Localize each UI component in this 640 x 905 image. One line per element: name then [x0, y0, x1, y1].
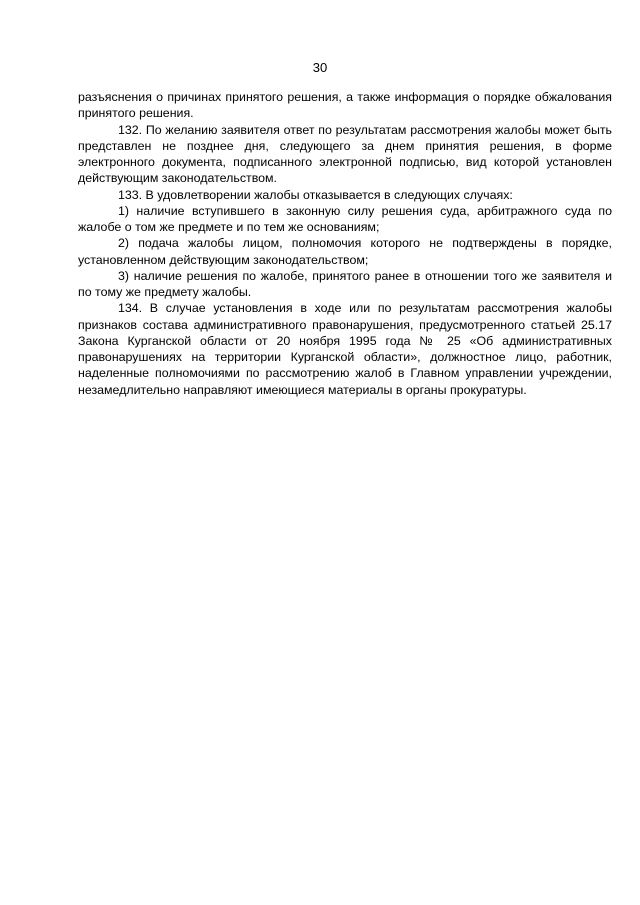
paragraph-134: 134. В случае установления в ходе или по результатам рассмотрения жалобы признаков состава административного правонарушения, предусмотренного статьей 25.17 Закона Курганской области от 20 ноября 1995 года № 25 «Об административных правонарушениях на территории Курганской области», должностное лицо, работник, наделенные полномочиями по рассмотрению жалоб в Главном управлении учреждении, незамедлительно направляют имеющиеся материалы в органы прокуратуры.	[78, 301, 612, 397]
paragraph-132: 132. По желанию заявителя ответ по результатам рассмотрения жалобы может быть представлен не позднее дня, следующего за днем принятия решения, в форме электронного документа, подписанного электронной подписью, вид которой установлен действующим законодательством.	[78, 122, 612, 186]
document-body	[78, 89, 612, 398]
paragraph-continuation: разъяснения о причинах принятого решения, а также информация о порядке обжалования принятого решения.	[78, 90, 612, 121]
paragraph-133-item-3: 3) наличие решения по жалобе, принятого ранее в отношении того же заявителя и по тому же предмету жалобы.	[78, 268, 612, 299]
paragraph-133: 133. В удовлетворении жалобы отказывается в следующих случаях:	[118, 187, 513, 202]
page-number: 30	[312, 60, 328, 75]
paragraph-133-item-2: 2) подача жалобы лицом, полномочия которого не подтверждены в порядке, установленном действующим законодательством;	[78, 236, 612, 267]
paragraph-133-item-1: 1) наличие вступившего в законную силу решения суда, арбитражного суда по жалобе о том же предмете и по тем же основаниям;	[78, 203, 612, 234]
